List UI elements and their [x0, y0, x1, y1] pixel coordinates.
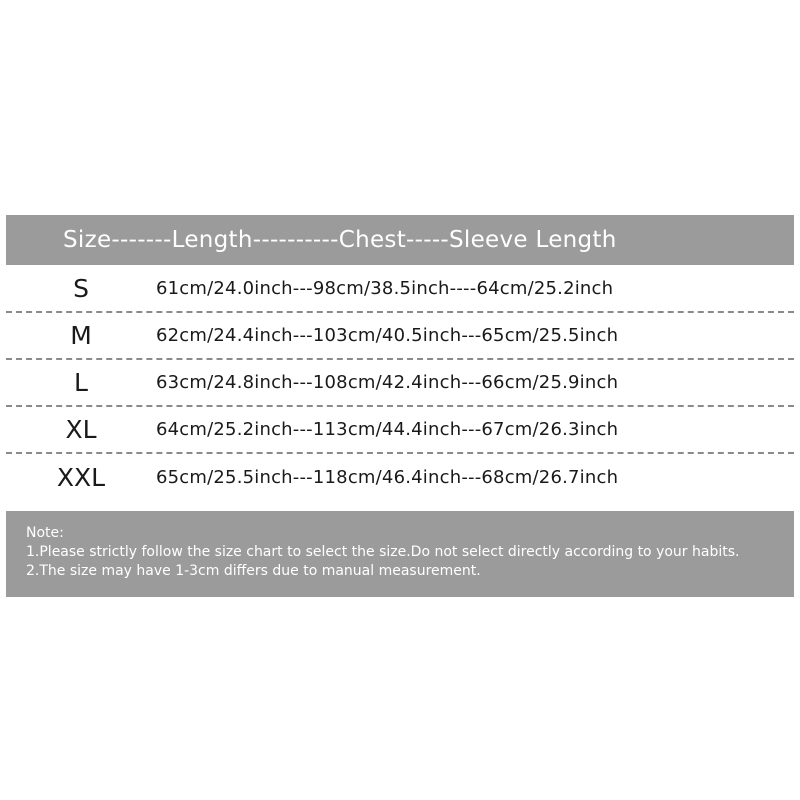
table-row — [6, 266, 794, 313]
size-measurements: 61cm/24.0inch---98cm/38.5inch----64cm/25.2inch — [156, 278, 614, 299]
table-row — [6, 407, 794, 454]
size-label: XL — [65, 415, 97, 444]
table-row — [6, 454, 794, 501]
note-box — [6, 511, 794, 597]
size-rows — [6, 266, 794, 501]
size-label: L — [74, 368, 88, 397]
size-measurements: 64cm/25.2inch---113cm/44.4inch---67cm/26.3inch — [156, 419, 619, 440]
table-row — [6, 313, 794, 360]
size-label: M — [70, 321, 92, 350]
size-label: S — [73, 274, 89, 303]
size-label: XXL — [56, 463, 106, 492]
note-title: Note: — [26, 525, 64, 541]
size-measurements: 65cm/25.5inch---118cm/46.4inch---68cm/26.7inch — [156, 467, 619, 488]
size-measurements: 63cm/24.8inch---108cm/42.4inch---66cm/25.9inch — [156, 372, 619, 393]
size-chart-header: Size-------Length----------Chest-----Sleeve Length — [6, 215, 794, 265]
table-row — [6, 360, 794, 407]
size-measurements: 62cm/24.4inch---103cm/40.5inch---65cm/25.5inch — [156, 325, 619, 346]
size-chart — [6, 215, 794, 597]
note-line-1: 1.Please strictly follow the size chart to select the size.Do not select directly according to your habits. — [26, 544, 740, 560]
note-line-2: 2.The size may have 1-3cm differs due to manual measurement. — [26, 563, 481, 579]
